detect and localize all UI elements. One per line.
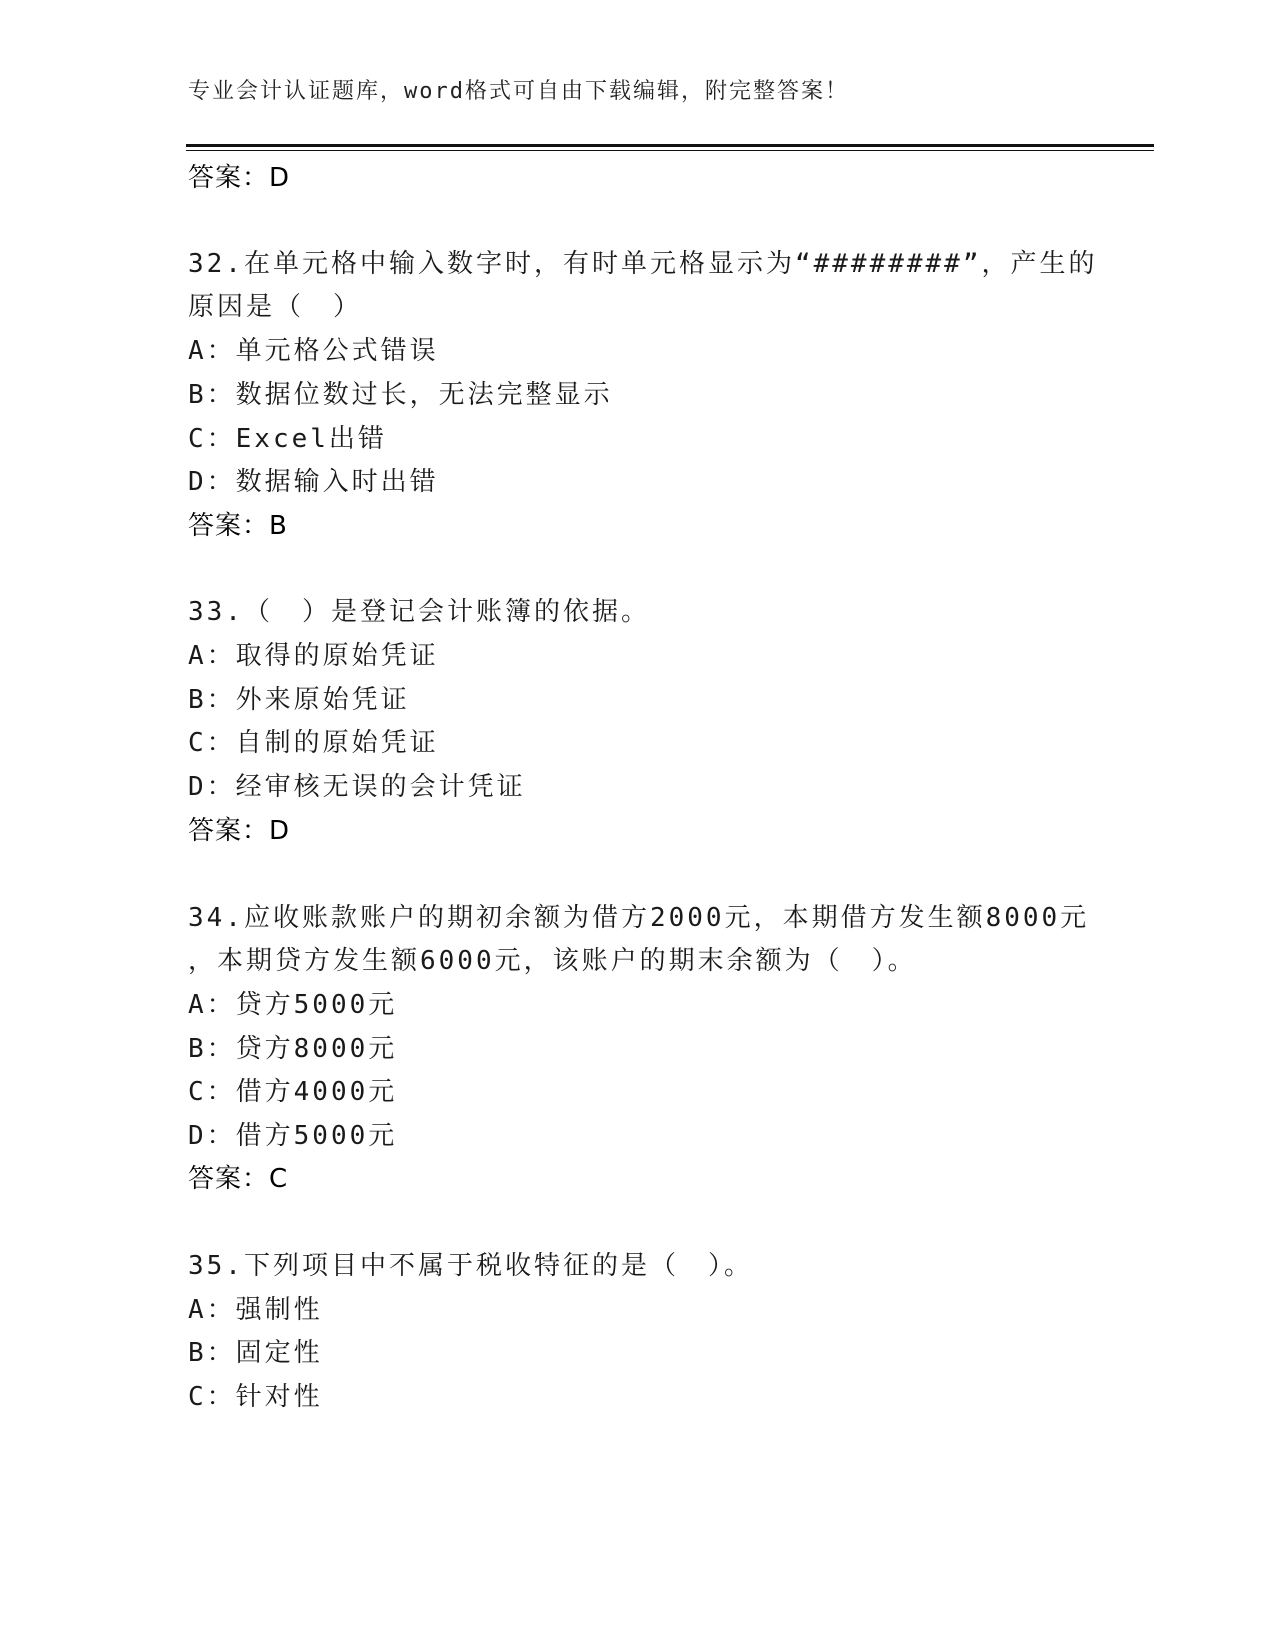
question-32-answer: 答案：B bbox=[188, 511, 288, 541]
question-32-stem-line-2: 原因是（ ） bbox=[188, 292, 363, 322]
question-33-option-c: C：自制的原始凭证 bbox=[188, 728, 439, 758]
question-32-option-b: B：数据位数过长，无法完整显示 bbox=[188, 380, 613, 410]
question-35-stem-line-1: 35.下列项目中不属于税收特征的是（ ）。 bbox=[188, 1251, 753, 1281]
question-33-stem-line-1: 33.（ ）是登记会计账簿的依据。 bbox=[188, 597, 650, 627]
question-33-option-b: B：外来原始凭证 bbox=[188, 685, 410, 715]
question-32-stem-line-1: 32.在单元格中输入数字时，有时单元格显示为“########”，产生的 bbox=[188, 249, 1098, 279]
question-34-answer: 答案：C bbox=[188, 1164, 289, 1194]
question-35-option-a: A：强制性 bbox=[188, 1295, 323, 1325]
question-32-option-a: A：单元格公式错误 bbox=[188, 336, 439, 366]
previous-answer: 答案：D bbox=[188, 163, 291, 193]
question-35-option-b: B：固定性 bbox=[188, 1338, 323, 1368]
question-33-option-d: D：经审核无误的会计凭证 bbox=[188, 772, 526, 802]
question-34-option-b: B：贷方8000元 bbox=[188, 1034, 398, 1064]
question-32-option-c: C：Excel出错 bbox=[188, 424, 387, 454]
question-33-option-a: A：取得的原始凭证 bbox=[188, 641, 439, 671]
header-rule-thick bbox=[186, 144, 1154, 147]
question-32-option-d: D：数据输入时出错 bbox=[188, 467, 439, 497]
question-33-answer: 答案：D bbox=[188, 816, 291, 846]
question-34-stem-line-2: ，本期贷方发生额6000元，该账户的期末余额为（ ）。 bbox=[188, 946, 917, 976]
question-34-option-a: A：贷方5000元 bbox=[188, 990, 398, 1020]
page-header: 专业会计认证题库，word格式可自由下载编辑，附完整答案！ bbox=[188, 79, 849, 104]
question-34-option-c: C：借方4000元 bbox=[188, 1077, 398, 1107]
header-rule-thin bbox=[186, 150, 1154, 151]
question-35-option-c: C：针对性 bbox=[188, 1382, 323, 1412]
question-34-option-d: D：借方5000元 bbox=[188, 1121, 398, 1151]
question-34-stem-line-1: 34.应收账款账户的期初余额为借方2000元，本期借方发生额8000元 bbox=[188, 903, 1090, 933]
